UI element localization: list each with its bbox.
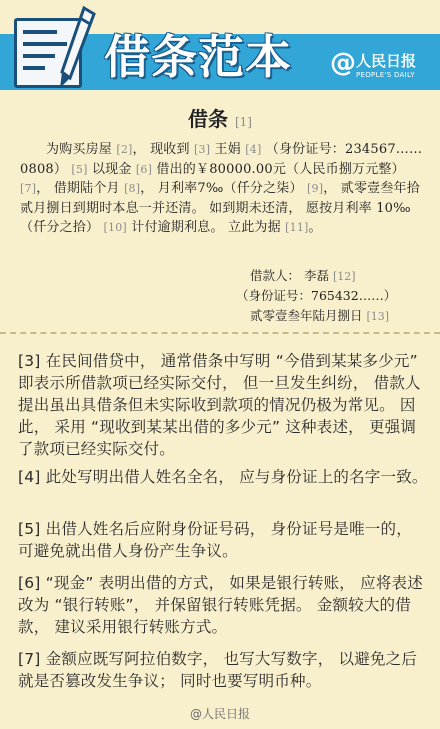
brand-at: @: [330, 48, 356, 78]
note-text-segment: ， 现收到: [132, 142, 194, 157]
note-ref-marker: [4]: [245, 143, 262, 156]
note-ref-marker: [5]: [71, 162, 88, 176]
footer-watermark: @人民日报: [189, 707, 250, 721]
note-text-segment: ， 月利率7‰（仟分之柒）: [140, 181, 308, 196]
note-ref-marker: [8]: [124, 182, 141, 195]
section-divider: [0, 332, 440, 334]
note-body: [20, 140, 426, 238]
explanation-4: [4] 此处写明出借人姓名全名， 应与身份证上的名字一致。: [18, 468, 428, 486]
note-text-segment: 王娟: [210, 142, 246, 157]
explanation-3: [3] 在民间借贷中， 通常借条中写明 “今借到某某多少元” 即表示所借款项已经实际交付， 但一旦发生纠纷， 借款人提出虽出具借条但未实际收到款项的情况仍极为常见。 因此， 采用 “现收到某某出借的多少元” 这种表述， 更强调了款项已经实际交付。: [18, 352, 421, 458]
note-text-segment: 以现金: [87, 161, 136, 177]
brand-subtitle: PEOPLE'S DAILY: [356, 71, 415, 79]
note-text-segment: 为购买房屋: [46, 142, 117, 157]
explanation-7: [7] 金额应既写阿拉伯数字， 也写大写数字， 以避免之后就是否篡改发生争议； 同时也要写明币种。: [18, 650, 418, 690]
note-ref-marker: [9]: [307, 182, 324, 195]
note-text-segment: 。: [308, 220, 322, 235]
note-title: [0, 106, 440, 135]
note-text-segment: （身份证号：234567……0808）: [20, 142, 423, 177]
note-ref-marker: [6]: [135, 162, 153, 176]
pen-icon: [56, 6, 98, 90]
banner-title: 借条范本: [104, 30, 292, 84]
borrower-ref: [12]: [332, 270, 356, 283]
borrower-line: [250, 266, 440, 286]
borrower-id: （身份证号：765432……）: [236, 288, 397, 303]
note-ref-marker: [7]: [20, 182, 37, 195]
explanation-6: [6] “现金” 表明出借的方式， 如果是银行转账， 应将表述改为 “银行转账”， 并保留银行转账凭据。 金额较大的借款， 建议采用银行转账方式。: [18, 574, 423, 636]
note-ref-marker: [11]: [285, 221, 309, 234]
note-date: 贰零壹叁年陆月捌日: [250, 308, 363, 323]
note-text-segment: 计付逾期利息。 立此为据: [126, 220, 286, 235]
note-date-line: [250, 306, 440, 326]
borrower-name: 借款人： 李磊: [250, 268, 329, 283]
note-title-text: 借条: [188, 107, 229, 131]
note-ref-marker: [10]: [103, 221, 127, 234]
note-text-segment: ， 贰零壹叁年拾贰月捌日到期时本息一并还清。 如到期未还清， 愿按月利率 10‰（仟分之拾）: [20, 181, 420, 235]
borrower-id-line: [236, 286, 436, 305]
brand-logo: [330, 48, 440, 86]
note-ref-marker: [3]: [194, 143, 211, 156]
note-text-segment: ， 借期陆个月: [36, 181, 125, 196]
header-banner: [0, 0, 440, 96]
brand-name: 人民日报: [356, 52, 417, 70]
note-date-ref: [13]: [366, 310, 390, 323]
explanation-5: [5] 出借人姓名后应附身份证号码， 身份证号是唯一的， 可避免就出借人身份产生争议。: [18, 520, 412, 560]
note-text-segment: 借出的￥80000.00元（人民币捌万元整）: [152, 161, 405, 177]
note-ref-marker: [2]: [116, 143, 133, 156]
note-title-ref: [1]: [234, 115, 252, 129]
